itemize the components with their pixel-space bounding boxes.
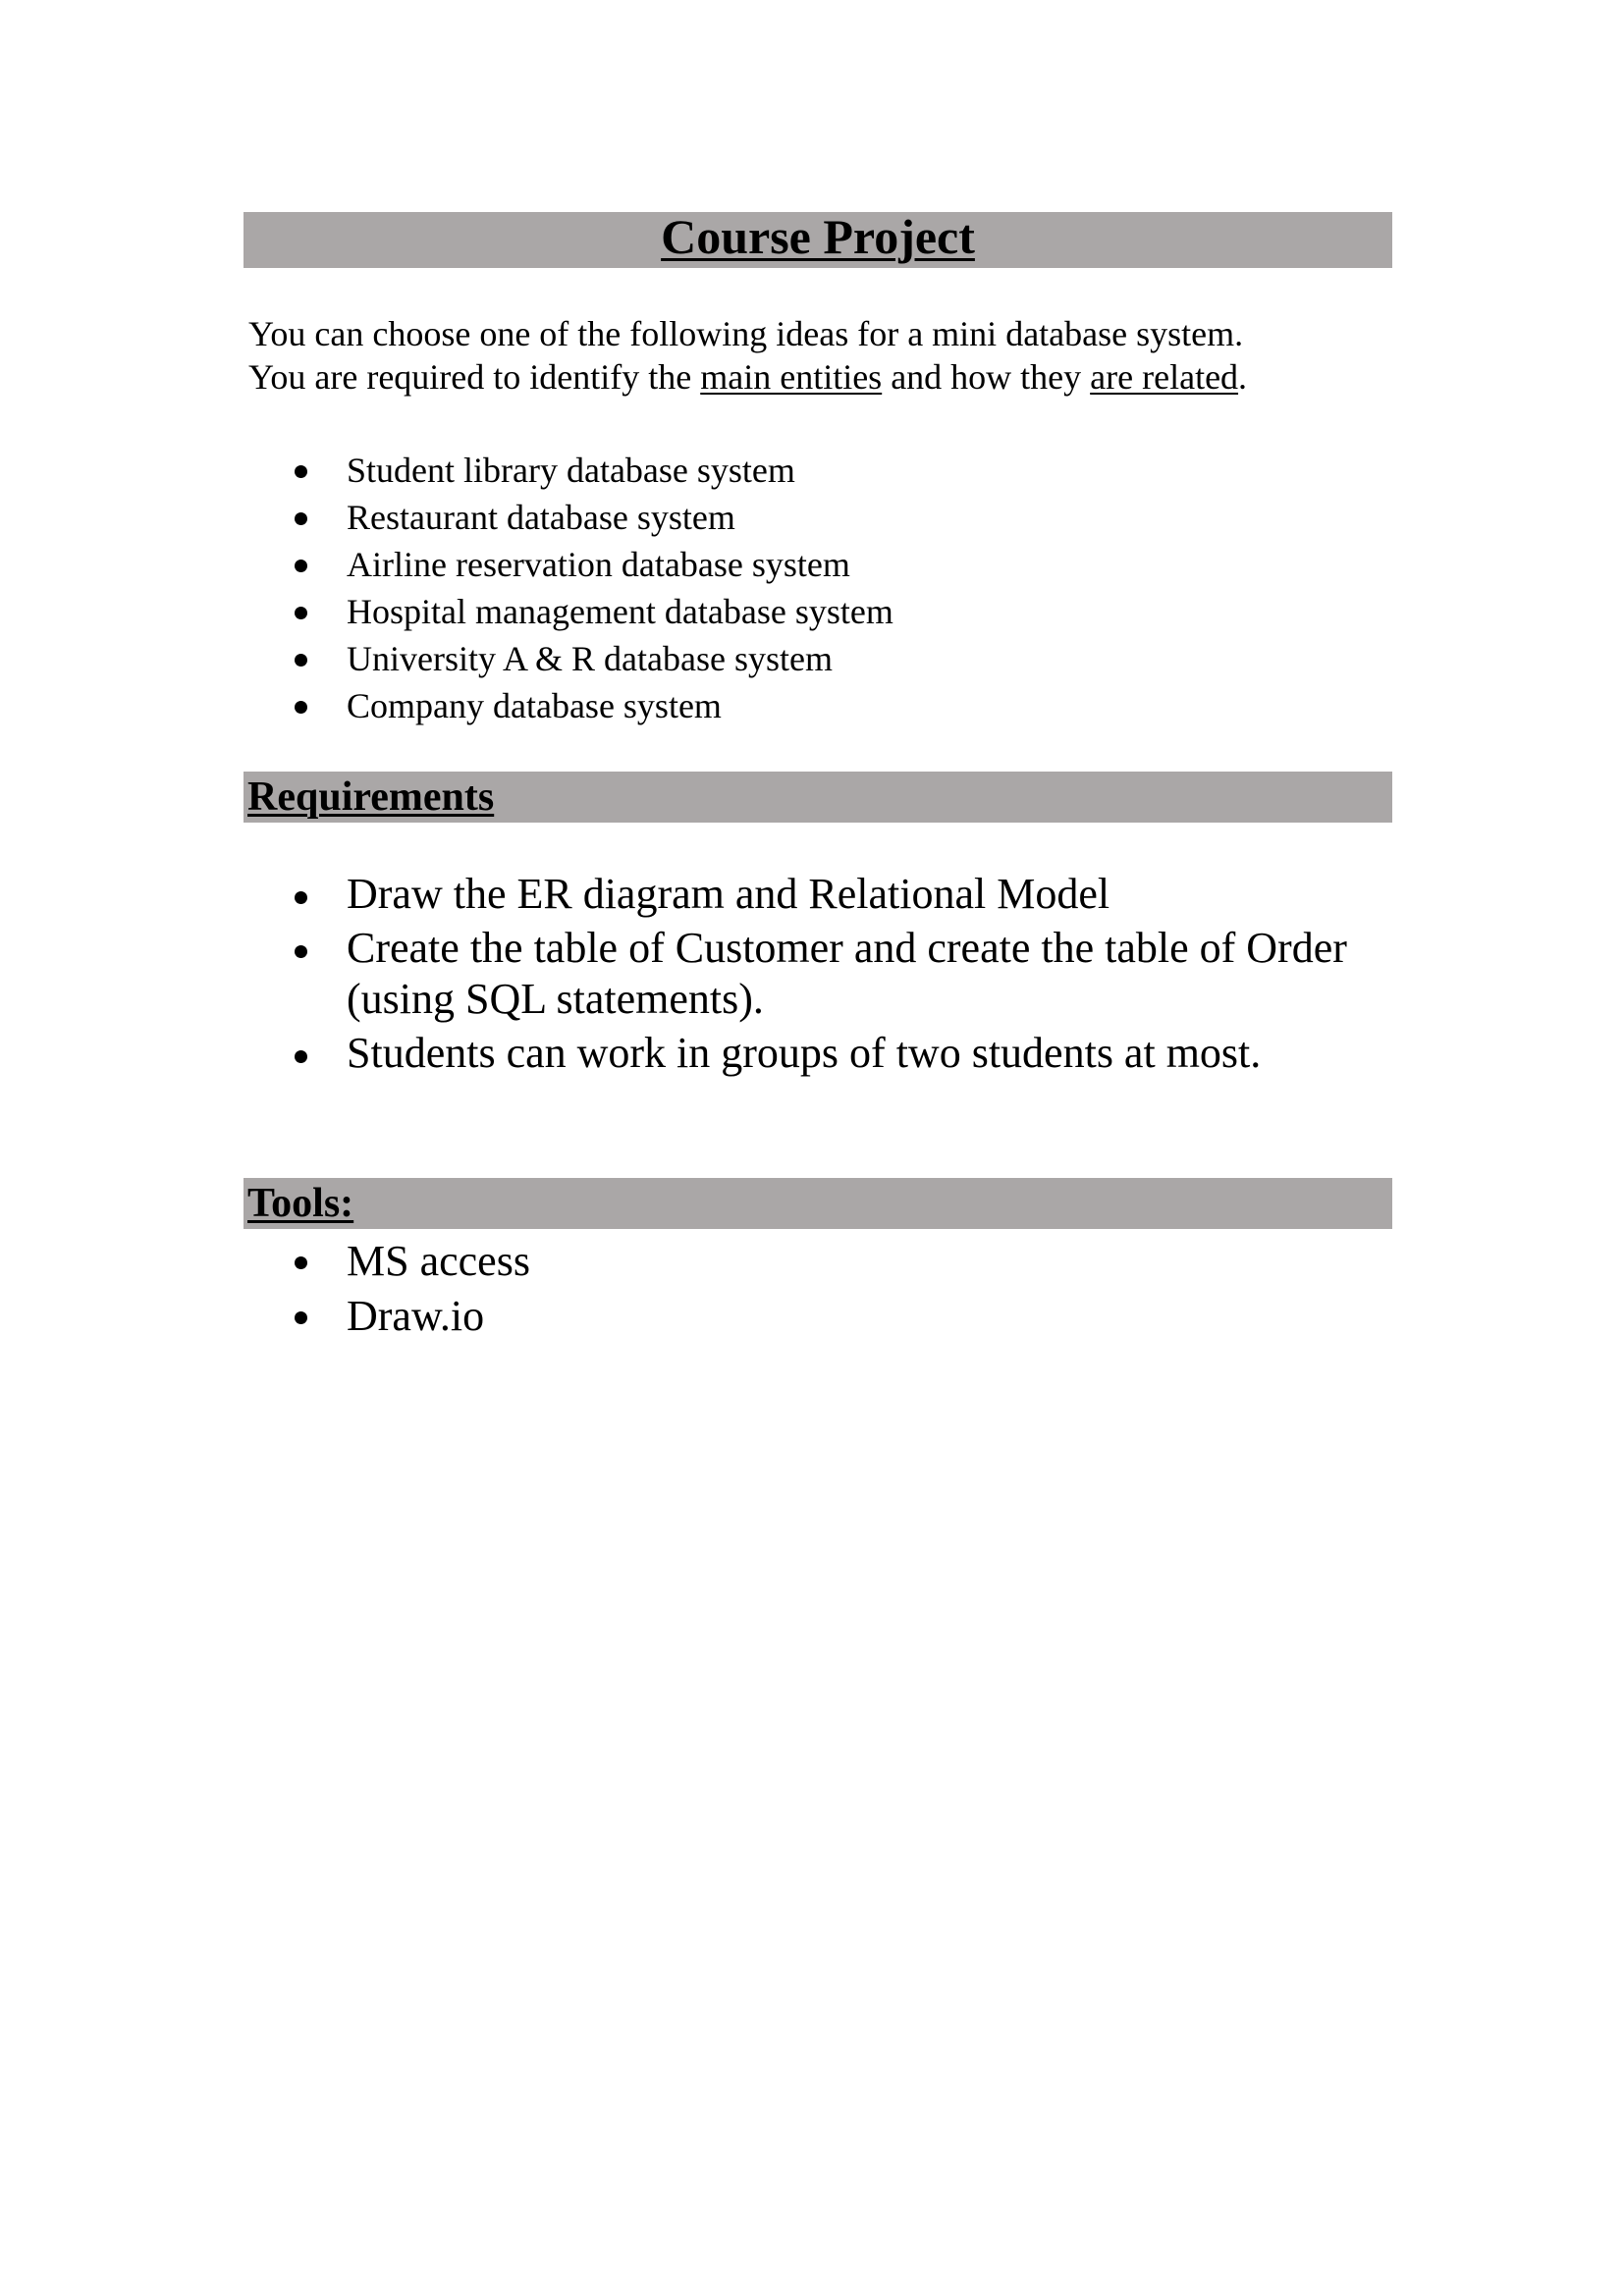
requirements-heading: Requirements [247,774,495,820]
list-item [295,923,1414,1025]
list-item [295,541,893,588]
list-item [295,869,1414,920]
requirements-heading-bar [244,772,1392,823]
list-item [295,682,893,729]
list-item [295,588,893,635]
intro-line-2-end: . [1238,357,1248,397]
idea-label: Hospital management database system [347,592,893,631]
bullet-icon [295,512,307,525]
list-item [295,494,893,541]
requirement-text: Draw the ER diagram and Relational Model [347,870,1110,918]
list-item [295,447,893,494]
tools-heading-bar [244,1178,1392,1229]
bullet-icon [295,1256,307,1269]
requirements-list [295,869,1414,1082]
bullet-icon [295,560,307,572]
tool-label: MS access [347,1237,530,1285]
list-item [295,635,893,682]
intro-line-2-start: You are required to identify the [248,357,701,397]
list-item [295,1234,530,1289]
idea-label: Airline reservation database system [347,545,850,584]
main-entities-underlined: main entities [700,357,883,397]
requirement-text: Students can work in groups of two students at most. [347,1029,1262,1077]
intro-line-2 [248,355,1427,399]
title-bar [244,209,1392,268]
bullet-icon [295,701,307,714]
bullet-icon [295,891,307,904]
page-title: Course Project [661,209,975,264]
tool-label: Draw.io [347,1292,485,1340]
bullet-icon [295,945,307,958]
intro-line-2-middle: and how they [882,357,1091,397]
idea-label: Restaurant database system [347,498,735,537]
list-item [295,1028,1414,1079]
idea-label: Student library database system [347,451,795,490]
intro-paragraph [248,312,1427,399]
bullet-icon [295,1311,307,1324]
are-related-underlined: are related [1090,357,1239,397]
tools-heading: Tools: [247,1181,354,1226]
tools-list [295,1234,530,1344]
bullet-icon [295,1050,307,1063]
requirement-text: Create the table of Customer and create the table of Order (using SQL statements). [347,924,1347,1023]
idea-label: Company database system [347,686,722,725]
bullet-icon [295,465,307,478]
bullet-icon [295,654,307,667]
intro-line-1: You can choose one of the following ideas for a mini database system. [248,314,1244,353]
project-ideas-list [295,447,893,729]
bullet-icon [295,607,307,619]
list-item [295,1289,530,1344]
idea-label: University A & R database system [347,639,833,678]
